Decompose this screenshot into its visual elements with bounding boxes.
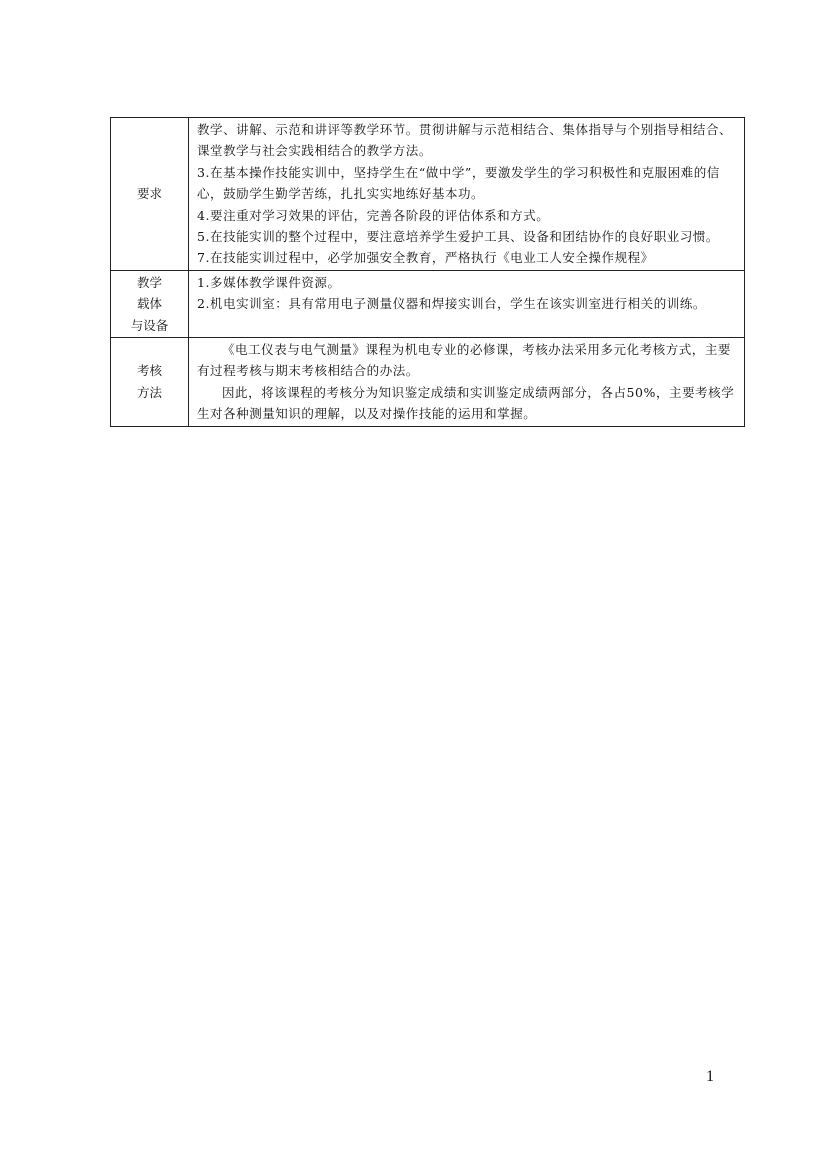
curriculum-table xyxy=(110,117,745,427)
content-paragraph: 2.机电实训室：具有常用电子测量仪器和焊接实训台，学生在该实训室进行相关的训练。 xyxy=(197,296,706,312)
row-label-line: 要求 xyxy=(136,186,162,202)
table-row xyxy=(111,270,745,337)
content-paragraph: 3.在基本操作技能实训中，坚持学生在“做中学”，要激发学生的学习积极性和克服困难的信心，鼓励学生勤学苦练，扎扎实实地练好基本功。 xyxy=(197,164,720,202)
row-label xyxy=(111,338,189,427)
row-label-line: 载体 xyxy=(136,296,162,312)
row-label-line: 教学 xyxy=(136,274,162,290)
row-content xyxy=(189,270,745,337)
content-paragraph: 5.在技能实训的整个过程中，要注意培养学生爱护工具、设备和团结协作的良好职业习惯。 xyxy=(197,229,719,245)
content-paragraph: 教学、讲解、示范和讲评等教学环节。贯彻讲解与示范相结合、集体指导与个别指导相结合、课堂教学与社会实践相结合的教学方法。 xyxy=(197,122,733,159)
table-row xyxy=(111,338,745,427)
content-paragraph: 《电工仪表与电气测量》课程为机电专业的必修课，考核办法采用多元化考核方式，主要有过程考核与期末考核相结合的办法。 xyxy=(197,342,731,379)
row-label xyxy=(111,118,189,271)
content-paragraph: 因此，将该课程的考核分为知识鉴定成绩和实训鉴定成绩两部分，各占50%，主要考核学生对各种测量知识的理解，以及对操作技能的运用和掌握。 xyxy=(197,384,735,422)
row-label-line: 与设备 xyxy=(130,317,169,333)
content-paragraph: 7.在技能实训过程中，必学加强安全教育，严格执行《电业工人安全操作规程》 xyxy=(197,250,654,266)
row-label-line: 考核 xyxy=(136,363,162,379)
table-body xyxy=(111,118,745,427)
page-number: 1 xyxy=(706,1068,714,1085)
table-row xyxy=(111,118,745,271)
row-content xyxy=(189,338,745,427)
content-paragraph: 1.多媒体教学课件资源。 xyxy=(197,274,341,290)
row-label-line: 方法 xyxy=(136,384,162,400)
content-paragraph: 4.要注重对学习效果的评估，完善各阶段的评估体系和方式。 xyxy=(197,207,550,223)
row-content xyxy=(189,118,745,271)
row-label xyxy=(111,270,189,337)
